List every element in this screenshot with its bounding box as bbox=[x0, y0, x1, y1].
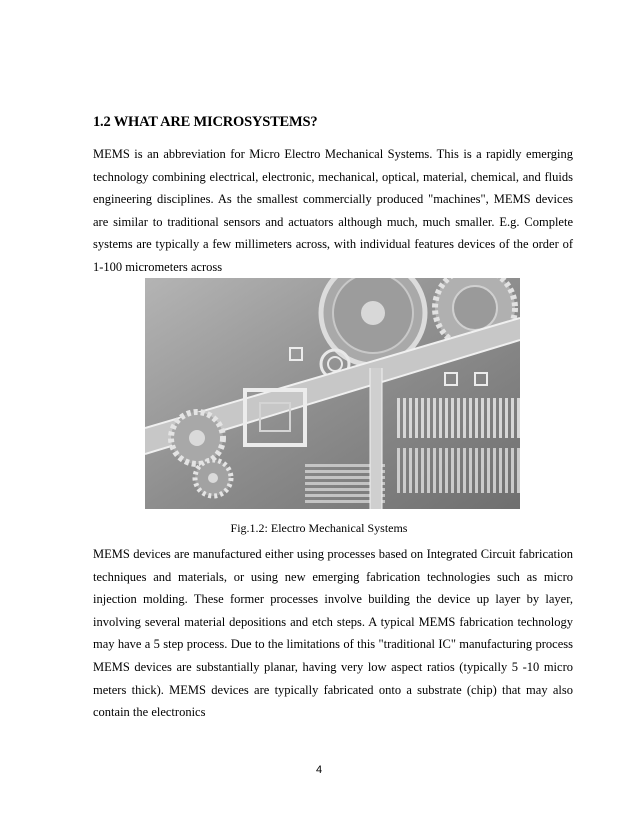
paragraph-fabrication: MEMS devices are manufactured either using processes based on Integrated Circuit fabrication techniques and materials, or using new emerging fabrication technologies such as micro injection molding. These former processes involve building the device up layer by layer, involving several material depositions and etch steps. A typical MEMS fabrication technology may have a 5 step process. Due to the limitations of this "traditional IC" manufacturing process MEMS devices are substantially planar, having very low aspect ratios (typically 5 -10 micro meters thick). MEMS devices are typically fabricated onto a substrate (chip) that may also contain the electronics bbox=[93, 547, 573, 720]
paragraph-intro: MEMS is an abbreviation for Micro Electro Mechanical Systems. This is a rapidly emerging technology combining electrical, electronic, mechanical, optical, material, chemical, and fluids engineering disciplines. As the smallest commercially produced "machines", MEMS devices are similar to traditional sensors and actuators although much, much smaller. E.g. Complete systems are typically a few millimeters across, with individual features devices of the order of 1-100 micrometers across bbox=[93, 147, 573, 274]
figure-caption: Fig.1.2: Electro Mechanical Systems bbox=[230, 521, 408, 535]
mems-micrograph-figure bbox=[145, 278, 520, 509]
page-number: 4 bbox=[315, 764, 323, 776]
mems-micrograph-image bbox=[145, 278, 520, 509]
section-heading: 1.2 WHAT ARE MICROSYSTEMS? bbox=[93, 114, 318, 130]
